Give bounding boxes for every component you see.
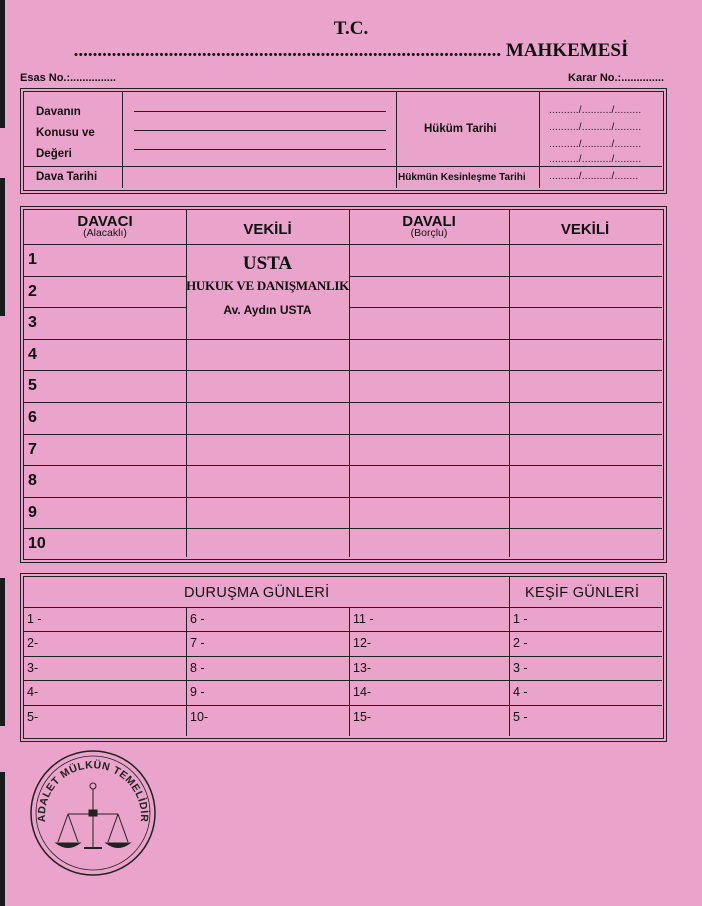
durusma-title: DURUŞMA GÜNLERİ: [184, 585, 330, 601]
row-divider: [24, 370, 662, 371]
firm-name: USTA: [242, 253, 293, 274]
row-number: 5: [28, 377, 37, 395]
header-vekili-2: VEKİLİ: [560, 221, 610, 238]
date-field: ........../........../.........: [549, 154, 642, 165]
row-number: 2: [28, 282, 37, 300]
header-davaci: [24, 215, 186, 239]
divider: [396, 92, 397, 188]
court-name: .......................................................................................... MAHKEMESİ: [73, 40, 629, 61]
hearing-date-field: 5-: [27, 709, 39, 724]
row-divider: [24, 244, 662, 245]
label-hukum-tarihi: Hüküm Tarihi: [424, 123, 497, 135]
hearing-date-field: 4-: [27, 685, 39, 700]
date-field: ........../........../.........: [549, 105, 642, 116]
divider: [349, 210, 350, 557]
row-divider: [24, 339, 662, 340]
row-divider: [24, 656, 662, 657]
karar-no: Karar No.:..............: [568, 72, 664, 84]
divider: [186, 607, 187, 736]
header-tc: T.C.: [333, 18, 369, 39]
row-divider: [24, 680, 662, 681]
row-divider: [24, 528, 662, 529]
row-divider: [24, 631, 662, 632]
hearing-date-field: 9 -: [190, 685, 205, 700]
blank-line: [134, 130, 386, 131]
hearing-date-field: 15-: [353, 709, 372, 724]
davaci-sub: (Alacaklı): [83, 227, 127, 239]
header-vekili-1: VEKİLİ: [243, 221, 292, 238]
label-konusu: Konusu ve: [36, 127, 95, 139]
row-divider: [349, 276, 662, 277]
row-number: 10: [28, 535, 46, 553]
davaci-label: DAVACI: [77, 213, 133, 230]
row-number: 3: [28, 314, 37, 332]
davali-sub: (Borçlu): [410, 227, 448, 239]
blank-line: [134, 111, 386, 112]
seal-motto: ADALET MÜLKÜN TEMELİDİR: [35, 759, 151, 823]
scales-icon: [56, 783, 130, 848]
row-divider: [24, 276, 186, 277]
row-divider: [24, 705, 662, 706]
blank-line: [134, 149, 386, 150]
row-number: 1: [28, 251, 37, 268]
label-kesinlesme: Hükmün Kesinleşme Tarihi: [398, 172, 526, 183]
header-davali: [349, 215, 509, 239]
date-field: ........../........../........: [549, 171, 639, 182]
date-field: ........../........../.........: [549, 139, 642, 150]
hearing-date-field: 1 -: [27, 612, 42, 626]
divider: [539, 92, 540, 188]
hearing-date-field: 10-: [190, 709, 209, 724]
hearing-date-field: 3 -: [513, 660, 528, 675]
hearing-date-field: 11 -: [353, 612, 374, 626]
label-dava-tarihi: Dava Tarihi: [36, 171, 98, 183]
hearing-date-field: 2 -: [513, 636, 528, 651]
divider: [349, 607, 350, 736]
date-field: ........../........../.........: [549, 122, 642, 133]
row-divider: [24, 497, 662, 498]
row-number: 6: [28, 409, 37, 426]
binding-mark: [0, 772, 5, 906]
row-divider: [24, 607, 662, 608]
divider: [509, 210, 510, 557]
row-divider: [24, 307, 186, 308]
row-divider: [24, 402, 662, 403]
firm-sub: HUKUK VE DANIŞMANLIK: [186, 278, 349, 293]
label-degeri: Değeri: [36, 148, 72, 160]
hearing-date-field: 2-: [27, 636, 39, 651]
label-davanin: Davanın: [36, 106, 81, 118]
seal-logo: [28, 748, 158, 878]
row-divider: [24, 434, 662, 435]
hearing-date-field: 14-: [353, 685, 372, 700]
row-number: 4: [28, 345, 37, 363]
hearing-date-field: 4 -: [513, 685, 528, 700]
hearing-date-field: 3-: [27, 660, 39, 675]
lawyer-name: Av. Aydın USTA: [223, 303, 312, 317]
divider: [122, 92, 123, 188]
hearing-date-field: 5 -: [513, 709, 528, 724]
divider: [24, 166, 662, 167]
hearing-date-field: 12-: [353, 636, 372, 651]
row-number: 9: [28, 503, 37, 521]
hearing-date-field: 8 -: [190, 660, 205, 675]
row-divider: [349, 307, 662, 308]
hearing-date-field: 1 -: [513, 612, 528, 626]
row-number: 7: [28, 440, 37, 458]
row-divider: [24, 465, 662, 466]
esas-no: Esas No.:...............: [20, 72, 116, 84]
kesif-title: KEŞİF GÜNLERİ: [525, 585, 640, 601]
hearing-date-field: 13-: [353, 660, 372, 675]
binding-mark: [0, 178, 5, 316]
row-number: 8: [28, 472, 37, 490]
binding-mark: [0, 578, 5, 726]
hearing-date-field: 6 -: [190, 612, 205, 626]
hearing-date-field: 7 -: [190, 636, 205, 651]
davali-label: DAVALI: [402, 213, 456, 230]
